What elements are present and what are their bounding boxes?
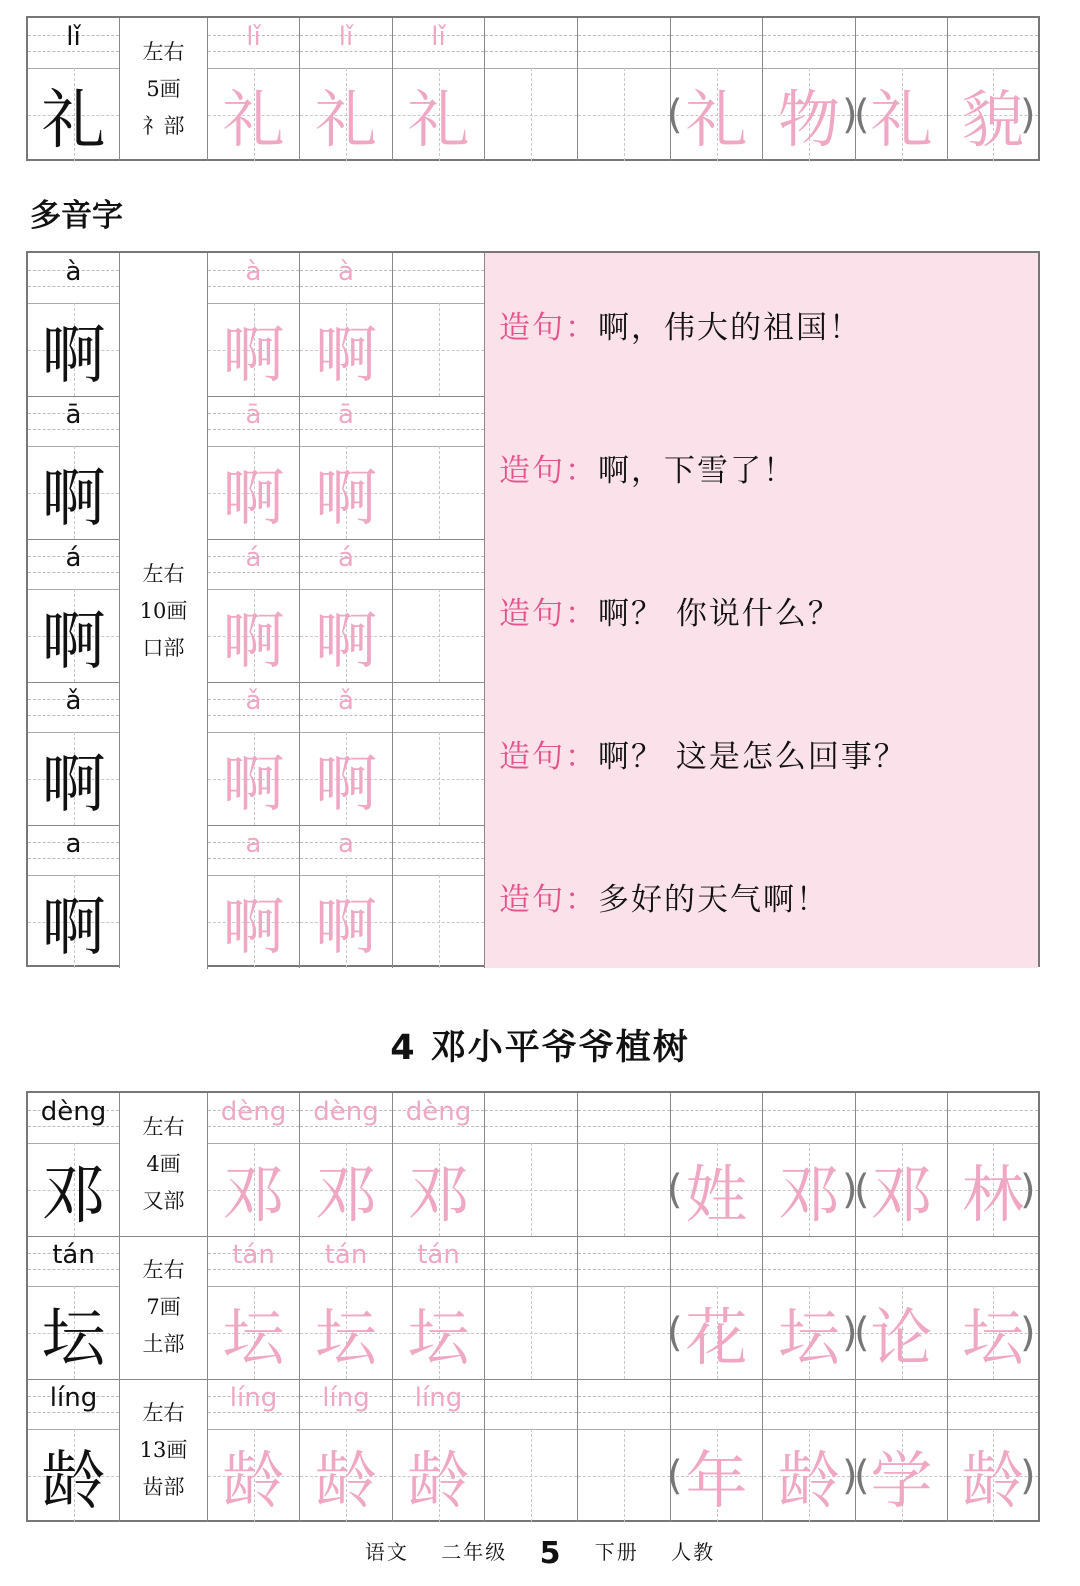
hanzi-character: 啊	[41, 747, 106, 822]
word-character: 貌	[961, 83, 1024, 156]
example-character-cell	[28, 18, 120, 161]
blank-practice-cell	[578, 1093, 671, 1236]
stroke-info	[120, 18, 207, 161]
character-row	[28, 18, 1038, 161]
page-footer	[0, 1536, 1080, 1571]
pinyin-guide-lines	[393, 396, 484, 447]
hanzi-character: 邓	[407, 1158, 470, 1231]
hanzi-character: 龄	[407, 1444, 470, 1517]
tian-zi-grid	[485, 68, 577, 161]
footer-publisher: 人教	[671, 1540, 716, 1564]
sentence-text: 啊？ 这是怎么回事？	[598, 739, 907, 775]
word-character: 物	[777, 83, 840, 156]
blank-practice-cell	[578, 1379, 671, 1522]
word-character: 邓	[870, 1158, 933, 1231]
word-character: 林	[961, 1158, 1024, 1231]
pinyin-label: à	[245, 257, 262, 287]
pinyin-guide-lines	[393, 825, 484, 876]
hanzi-character: 邓	[41, 1158, 106, 1233]
footer-grade: 二年级	[441, 1540, 508, 1564]
word-paren-close: )	[1020, 1452, 1036, 1499]
example-character-cell	[28, 1093, 120, 1236]
tracing-cell	[300, 682, 393, 825]
pinyin-guide-lines	[671, 1093, 762, 1144]
word-paren-open: (	[854, 91, 870, 138]
sentence-label: 造句：	[499, 596, 598, 632]
pinyin-label: dèng	[40, 1097, 107, 1127]
structure-label: 左右	[142, 1401, 185, 1425]
hanzi-character: 啊	[314, 318, 377, 391]
word-cell	[671, 1093, 763, 1236]
sentence-label: 造句：	[499, 453, 598, 489]
stroke-count: 13画	[139, 1438, 188, 1462]
pinyin-label: lǐ	[66, 22, 81, 52]
pinyin-guide-lines	[763, 18, 855, 69]
word-character: 礼	[685, 83, 748, 156]
pinyin-guide-lines	[578, 1379, 670, 1430]
pinyin-guide-lines	[763, 1236, 855, 1287]
blank-practice-cell	[578, 18, 671, 161]
pinyin-label: á	[65, 543, 82, 573]
word-cell	[671, 1379, 763, 1522]
word-paren-close: )	[1020, 91, 1036, 138]
tracing-cell	[208, 253, 300, 396]
pinyin-guide-lines	[393, 539, 484, 590]
hanzi-character: 啊	[41, 318, 106, 393]
blank-practice-cell	[393, 253, 485, 396]
hanzi-character: 啊	[222, 461, 285, 534]
example-character-cell	[28, 1236, 120, 1379]
page-number: 5	[539, 1536, 563, 1571]
word-cell	[856, 18, 948, 161]
hanzi-character: 啊	[314, 890, 377, 963]
word-cell	[856, 1093, 948, 1236]
example-character-cell	[28, 1379, 120, 1522]
character-row	[28, 1379, 1038, 1522]
word-character: 龄	[961, 1444, 1024, 1517]
pinyin-label: à	[65, 257, 82, 287]
hanzi-character: 礼	[314, 83, 377, 156]
hanzi-character: 龄	[314, 1444, 377, 1517]
word-paren-open: (	[854, 1166, 870, 1213]
tian-zi-grid	[485, 1143, 577, 1236]
pinyin-guide-lines	[856, 18, 947, 69]
example-sentence	[485, 682, 1038, 825]
blank-practice-cell	[485, 18, 578, 161]
polyphone-info-cell	[120, 253, 208, 969]
tian-zi-grid	[485, 1429, 577, 1522]
pinyin-guide-lines	[578, 1236, 670, 1287]
sentence-label: 造句：	[499, 739, 598, 775]
blank-practice-cell	[578, 1236, 671, 1379]
word-paren-open: (	[667, 1452, 683, 1499]
tian-zi-grid	[393, 589, 484, 682]
word-paren-close: )	[842, 1309, 858, 1356]
hanzi-character: 啊	[314, 604, 377, 677]
pinyin-label: á	[338, 543, 354, 573]
pinyin-label: a	[65, 829, 82, 859]
stroke-info	[120, 1379, 207, 1522]
hanzi-character: 坛	[222, 1301, 285, 1374]
pinyin-label: ā	[65, 400, 82, 430]
hanzi-character: 坛	[41, 1301, 106, 1376]
stroke-count: 10画	[139, 598, 188, 623]
tracing-cell	[300, 825, 393, 968]
pinyin-label: ǎ	[65, 686, 82, 716]
pinyin-guide-lines	[671, 18, 762, 69]
hanzi-character: 啊	[222, 747, 285, 820]
word-paren-close: )	[1020, 1309, 1036, 1356]
tian-zi-grid	[578, 1286, 670, 1379]
word-character: 姓	[685, 1158, 748, 1231]
pinyin-guide-lines	[763, 1093, 855, 1144]
footer-volume: 下册	[594, 1540, 639, 1564]
pinyin-label: a	[338, 829, 354, 859]
hanzi-character: 啊	[222, 318, 285, 391]
radical-label: 土部	[142, 1332, 185, 1356]
pinyin-guide-lines	[856, 1379, 947, 1430]
tracing-cell	[300, 1093, 393, 1236]
tracing-cell	[300, 18, 393, 161]
hanzi-character: 啊	[41, 461, 106, 536]
word-character: 礼	[870, 83, 933, 156]
example-character-cell	[28, 396, 120, 539]
tracing-cell	[208, 396, 300, 539]
pinyin-label: à	[338, 257, 354, 287]
pinyin-guide-lines	[948, 1093, 1038, 1144]
blank-practice-cell	[393, 396, 485, 539]
example-character-cell	[28, 682, 120, 825]
pinyin-label: ǎ	[245, 686, 262, 716]
example-sentence	[485, 396, 1038, 539]
stroke-count: 4画	[146, 1152, 181, 1176]
structure-label: 左右	[142, 1258, 185, 1282]
stroke-info-cell	[120, 1093, 208, 1236]
word-paren-close: )	[842, 1166, 858, 1213]
sentence-text: 啊？ 你说什么？	[598, 596, 841, 632]
radical-label: 齿部	[142, 1475, 185, 1499]
pinyin-guide-lines	[485, 1236, 577, 1287]
structure-label: 左右	[142, 40, 185, 64]
pinyin-label: tán	[417, 1240, 460, 1270]
hanzi-character: 啊	[222, 890, 285, 963]
word-character: 坛	[961, 1301, 1024, 1374]
footer-subject: 语文	[364, 1540, 409, 1564]
tian-zi-grid	[393, 875, 484, 968]
character-row	[28, 1093, 1038, 1237]
word-character: 年	[685, 1444, 748, 1517]
tracing-cell	[300, 396, 393, 539]
pinyin-guide-lines	[948, 1379, 1038, 1430]
tracing-cell	[300, 1236, 393, 1379]
pinyin-guide-lines	[671, 1379, 762, 1430]
hanzi-character: 礼	[222, 83, 285, 156]
pinyin-label: tán	[52, 1240, 95, 1270]
pinyin-guide-lines	[948, 1236, 1038, 1287]
tian-zi-grid	[578, 68, 670, 161]
example-sentence	[485, 539, 1038, 682]
tracing-cell	[393, 1236, 485, 1379]
sentence-text: 啊，伟大的祖国！	[598, 310, 862, 346]
pinyin-label: lǐ	[246, 22, 261, 52]
tracing-cell	[208, 1236, 300, 1379]
pinyin-label: ǎ	[338, 686, 354, 716]
example-character-cell	[28, 539, 120, 682]
pinyin-label: á	[245, 543, 262, 573]
word-cell	[671, 18, 763, 161]
tian-zi-grid	[578, 1143, 670, 1236]
pinyin-label: a	[245, 829, 262, 859]
pinyin-guide-lines	[485, 1093, 577, 1144]
word-paren-close: )	[1020, 1166, 1036, 1213]
hanzi-character: 龄	[41, 1444, 106, 1519]
tian-zi-grid	[393, 732, 484, 825]
hanzi-character: 礼	[407, 83, 470, 156]
tracing-cell	[208, 539, 300, 682]
pinyin-label: líng	[322, 1383, 370, 1413]
stroke-info-cell	[120, 1236, 208, 1379]
tian-zi-grid	[393, 303, 484, 396]
pinyin-guide-lines	[393, 253, 484, 304]
pinyin-guide-lines	[578, 1093, 670, 1144]
word-cell	[856, 1236, 948, 1379]
pinyin-label: tán	[232, 1240, 275, 1270]
word-cell	[856, 1379, 948, 1522]
character-row	[28, 1236, 1038, 1380]
stroke-info-cell	[120, 1379, 208, 1522]
blank-practice-cell	[393, 825, 485, 968]
stroke-info	[120, 1236, 207, 1379]
blank-practice-cell	[485, 1093, 578, 1236]
example-sentence	[485, 825, 1038, 968]
hanzi-character: 坛	[314, 1301, 377, 1374]
stroke-count: 7画	[146, 1295, 181, 1319]
radical-label: 礻部	[142, 114, 185, 138]
stroke-info-cell	[120, 18, 208, 161]
sentence-text: 多好的天气啊！	[598, 882, 829, 918]
tracing-cell	[393, 1379, 485, 1522]
pinyin-label: ā	[338, 400, 354, 430]
word-character: 花	[685, 1301, 748, 1374]
example-character-cell	[28, 253, 120, 396]
pinyin-guide-lines	[671, 1236, 762, 1287]
stroke-info	[120, 1093, 207, 1236]
pinyin-guide-lines	[393, 682, 484, 733]
sentence-label: 造句：	[499, 310, 598, 346]
tracing-cell	[208, 1093, 300, 1236]
pinyin-label: líng	[49, 1383, 98, 1413]
tian-zi-grid	[393, 446, 484, 539]
pinyin-label: líng	[229, 1383, 278, 1413]
pinyin-label: líng	[414, 1383, 463, 1413]
pinyin-guide-lines	[485, 1379, 577, 1430]
pinyin-guide-lines	[948, 18, 1038, 69]
word-character: 龄	[777, 1444, 840, 1517]
hanzi-character: 啊	[314, 461, 377, 534]
lesson-title: 4 邓小平爷爷植树	[390, 1028, 690, 1068]
example-sentence	[485, 253, 1038, 396]
tracing-cell	[300, 253, 393, 396]
pinyin-guide-lines	[578, 18, 670, 69]
hanzi-character: 邓	[222, 1158, 285, 1231]
hanzi-character: 啊	[41, 890, 106, 965]
word-character: 学	[870, 1444, 933, 1517]
hanzi-character: 啊	[41, 604, 106, 679]
hanzi-character: 礼	[41, 83, 106, 158]
pinyin-label: dèng	[405, 1097, 472, 1127]
polyphone-heading: 多音字	[30, 198, 123, 234]
tracing-cell	[300, 1379, 393, 1522]
pinyin-label: lǐ	[338, 22, 354, 52]
polyphone-grid	[26, 251, 1040, 967]
sentence-label: 造句：	[499, 882, 598, 918]
tracing-cell	[208, 682, 300, 825]
tian-zi-grid	[485, 1286, 577, 1379]
blank-practice-cell	[485, 1379, 578, 1522]
top-grid	[26, 16, 1040, 161]
tracing-cell	[208, 1379, 300, 1522]
pinyin-guide-lines	[485, 18, 577, 69]
tracing-cell	[393, 1093, 485, 1236]
word-character: 论	[870, 1301, 933, 1374]
blank-practice-cell	[393, 539, 485, 682]
word-paren-open: (	[667, 1166, 683, 1213]
tian-zi-grid	[578, 1429, 670, 1522]
radical-label: 又部	[142, 1189, 185, 1213]
hanzi-character: 邓	[314, 1158, 377, 1231]
hanzi-character: 坛	[407, 1301, 470, 1374]
word-paren-close: )	[842, 1452, 858, 1499]
word-paren-open: (	[854, 1309, 870, 1356]
hanzi-character: 啊	[314, 747, 377, 820]
word-paren-close: )	[842, 91, 858, 138]
stroke-count: 5画	[146, 77, 181, 101]
word-cell	[671, 1236, 763, 1379]
pinyin-guide-lines	[856, 1236, 947, 1287]
blank-practice-cell	[485, 1236, 578, 1379]
word-character: 坛	[777, 1301, 840, 1374]
pinyin-label: dèng	[313, 1097, 379, 1127]
sentence-text: 啊，下雪了！	[598, 453, 796, 489]
word-paren-open: (	[854, 1452, 870, 1499]
word-paren-open: (	[667, 1309, 683, 1356]
pinyin-label: tán	[324, 1240, 368, 1270]
tracing-cell	[393, 18, 485, 161]
tracing-cell	[208, 18, 300, 161]
pinyin-label: ā	[245, 400, 262, 430]
pinyin-label: dèng	[220, 1097, 287, 1127]
pinyin-guide-lines	[763, 1379, 855, 1430]
lesson-grid	[26, 1091, 1040, 1522]
structure-label: 左右	[142, 1115, 185, 1139]
tracing-cell	[208, 825, 300, 968]
blank-practice-cell	[393, 682, 485, 825]
pinyin-label: lǐ	[431, 22, 446, 52]
hanzi-character: 龄	[222, 1444, 285, 1517]
hanzi-character: 啊	[222, 604, 285, 677]
tracing-cell	[300, 539, 393, 682]
pinyin-guide-lines	[856, 1093, 947, 1144]
word-paren-open: (	[667, 91, 683, 138]
stroke-info	[120, 253, 207, 969]
structure-label: 左右	[142, 561, 185, 586]
word-character: 邓	[777, 1158, 840, 1231]
example-character-cell	[28, 825, 120, 968]
radical-label: 口部	[142, 635, 185, 660]
